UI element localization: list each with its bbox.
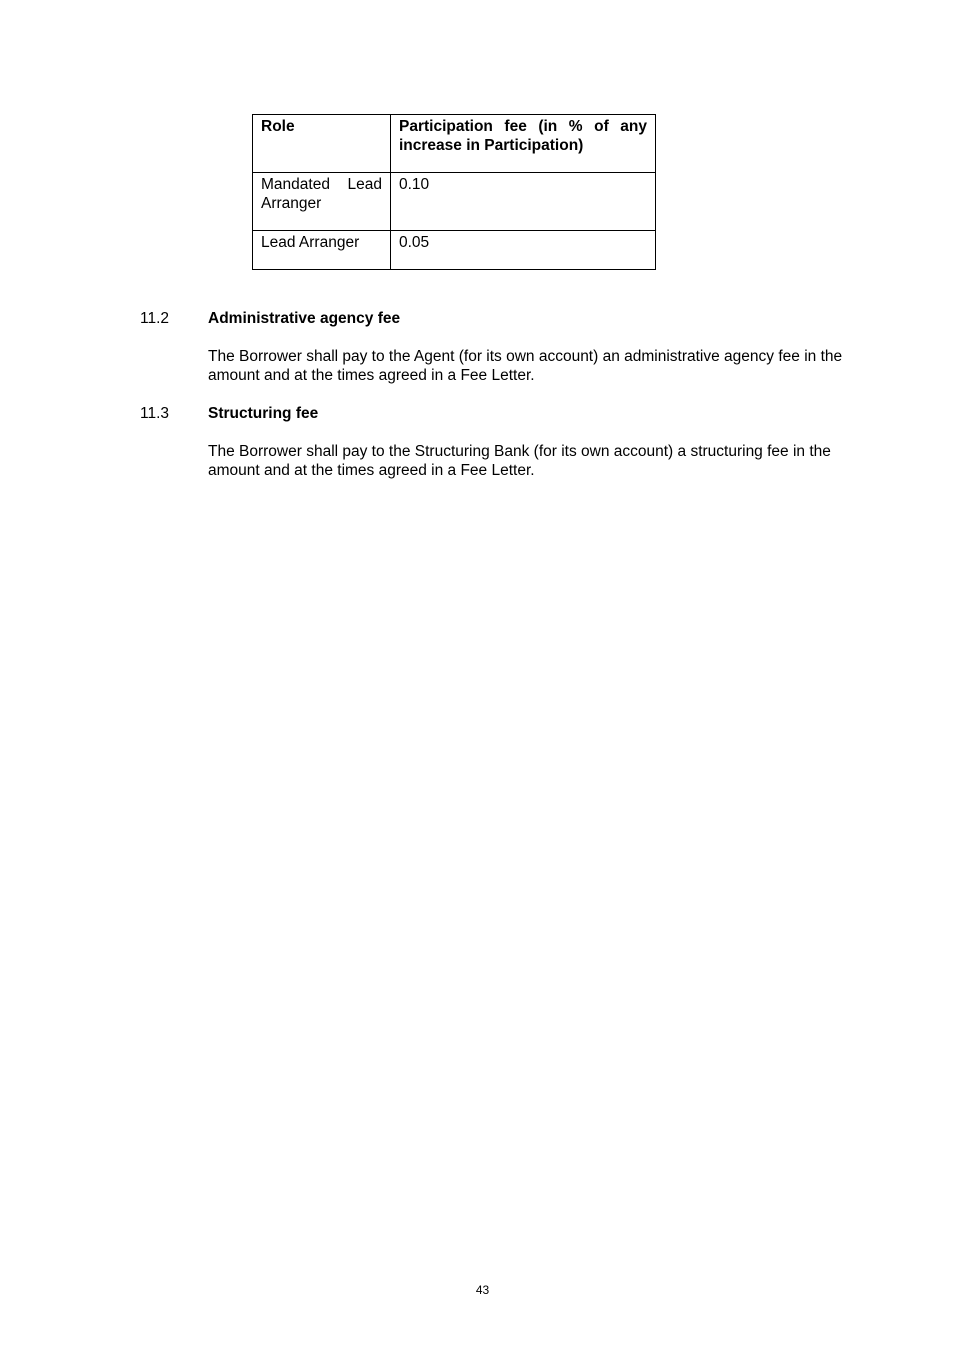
table-header-row [253,115,656,173]
page-number: 43 [475,1283,490,1297]
table-row [253,173,656,231]
table-row [253,231,656,270]
cell-role: Lead Arranger [253,231,391,270]
header-participation-fee: Participation fee (in % of any increase in Participation) [391,115,656,173]
section-title: Structuring fee [208,405,319,422]
header-role: Role [253,115,391,173]
section-number: 11.3 [140,405,170,422]
section-body: The Borrower shall pay to the Agent (for its own account) an administrative agency fee in the amount and at the times agreed in a Fee Letter. [208,348,843,384]
cell-fee: 0.10 [391,173,656,231]
section-title: Administrative agency fee [208,310,401,327]
section-body: The Borrower shall pay to the Structuring Bank (for its own account) a structuring fee in the amount and at the times agreed in a Fee Letter. [208,443,831,479]
section-number: 11.2 [140,310,170,327]
cell-role: Mandated Lead Arranger [253,173,391,231]
participation-fee-table [252,114,656,270]
cell-fee: 0.05 [391,231,656,270]
